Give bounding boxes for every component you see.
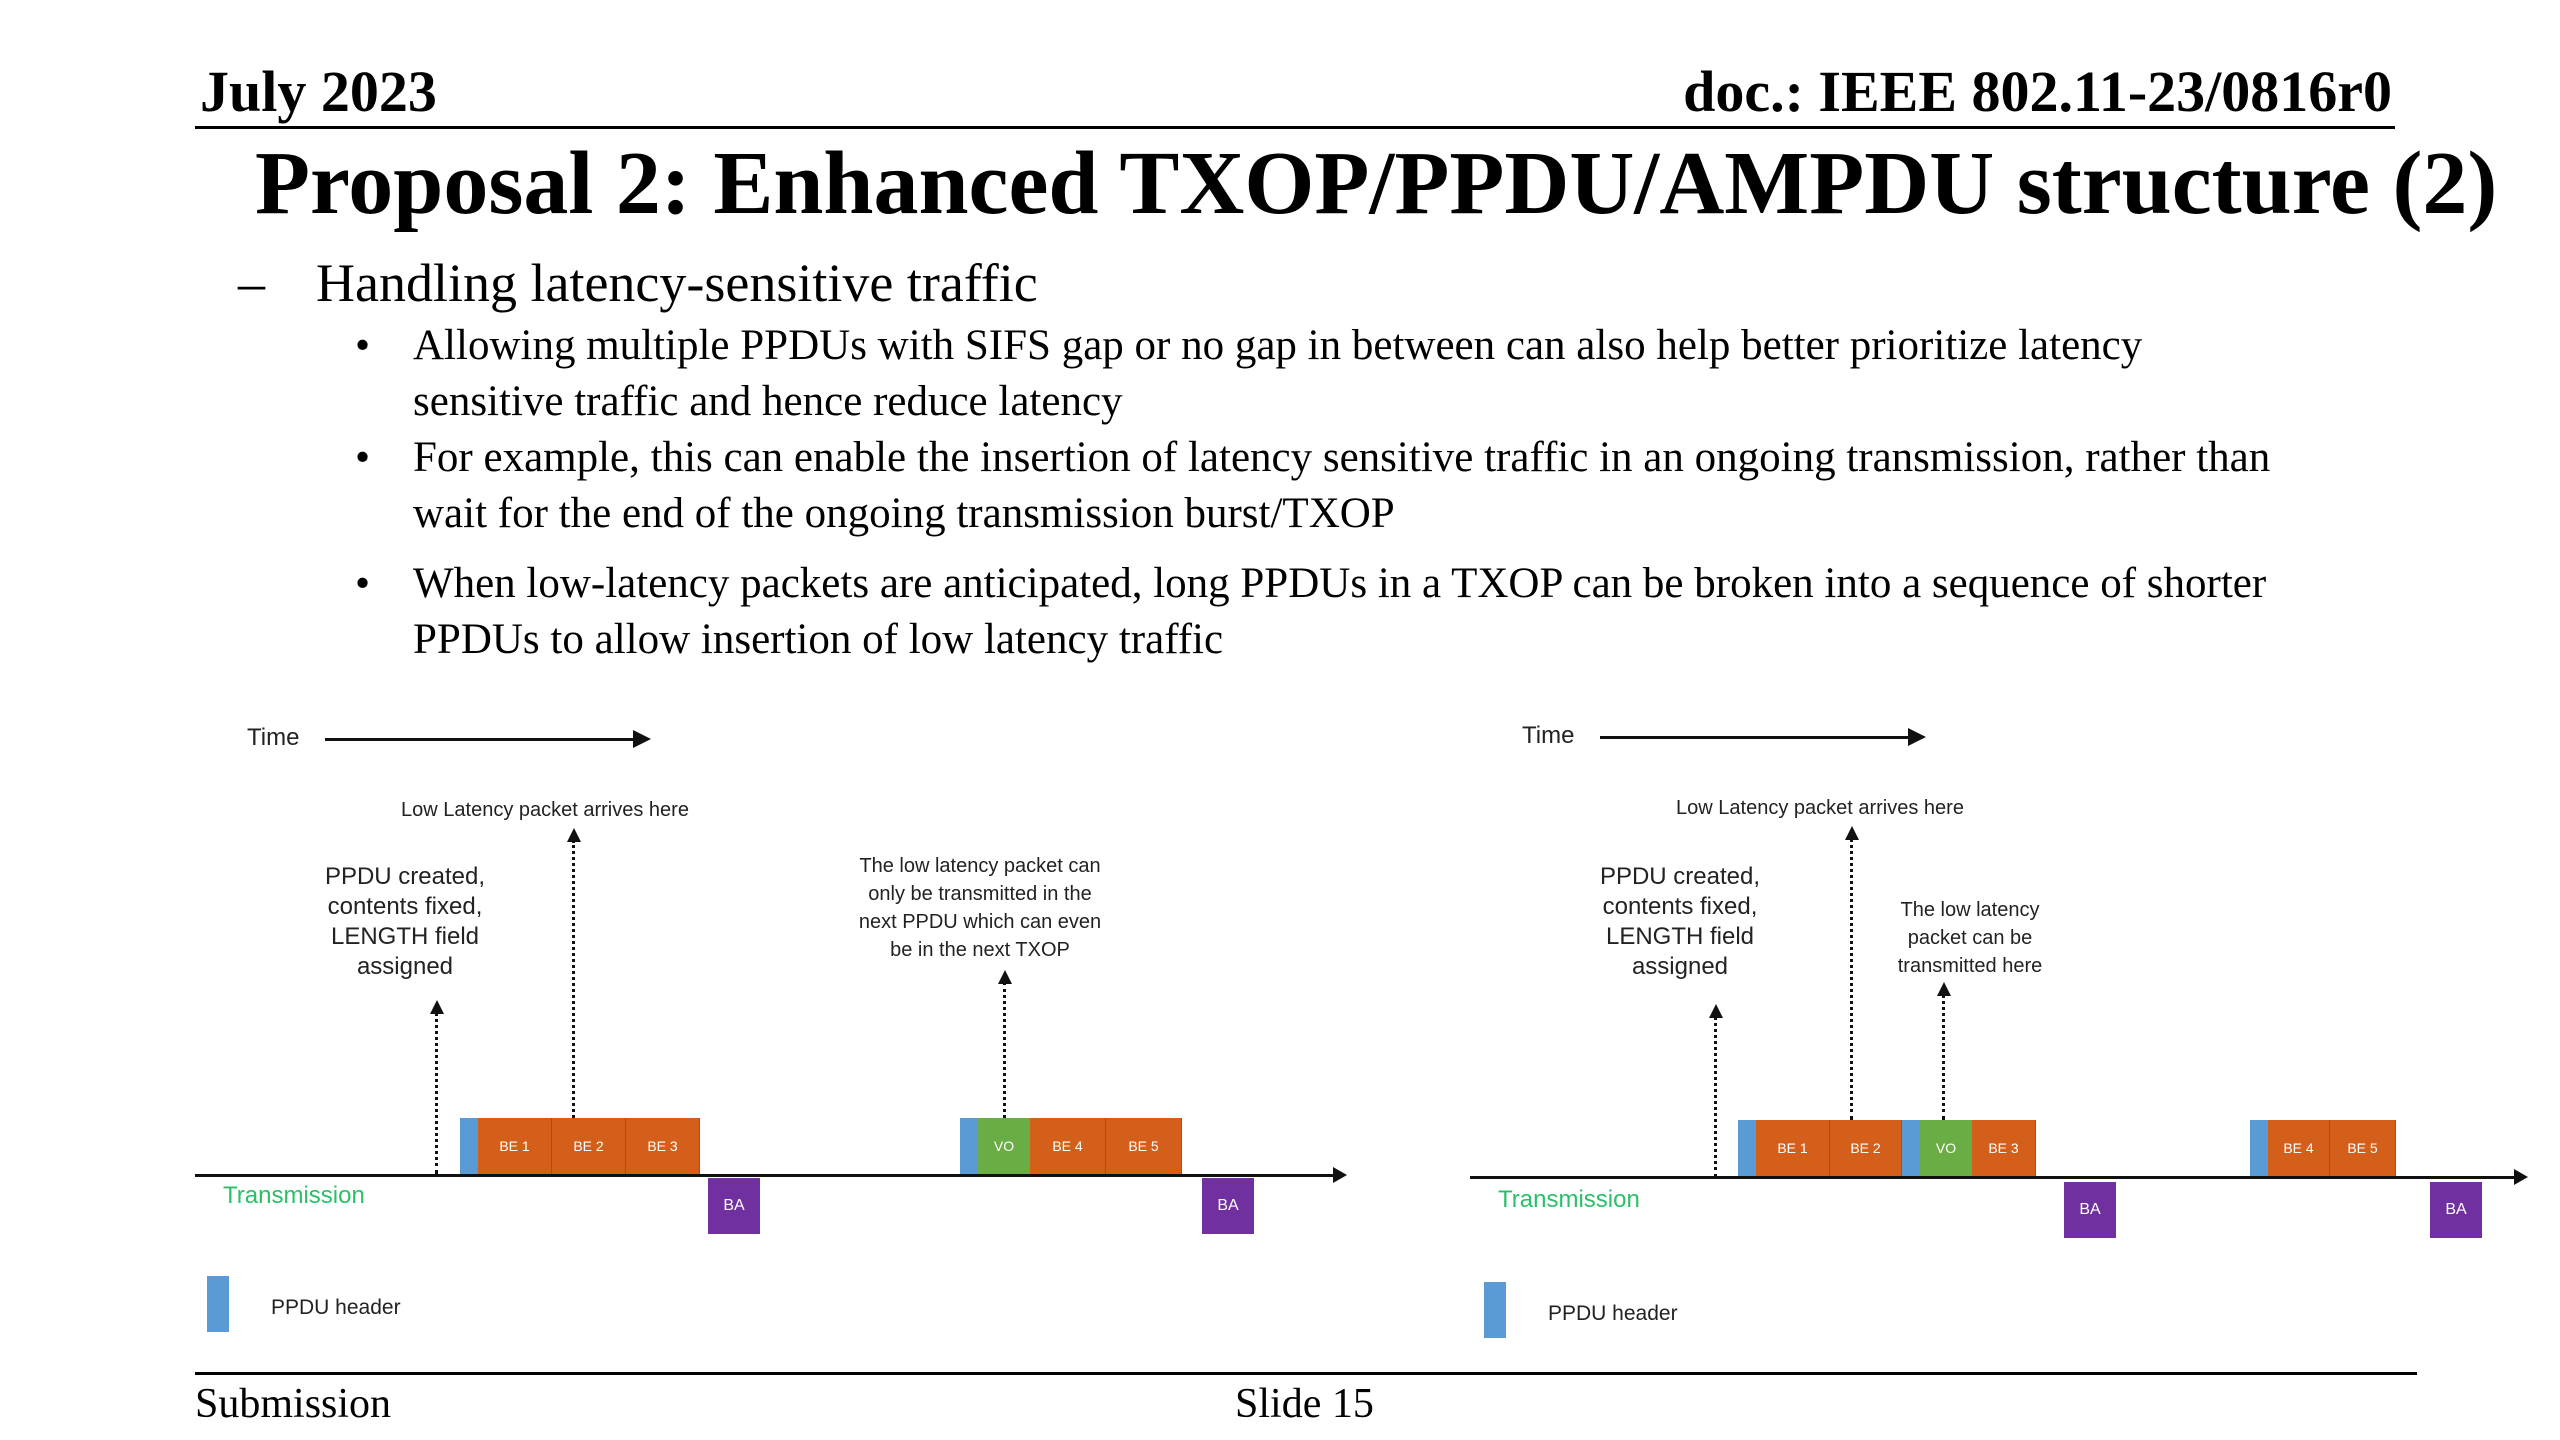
right-ppdu1-header	[1738, 1120, 1756, 1176]
right-note-dotted-line	[1942, 994, 1945, 1120]
left-note-dotted-line	[1003, 982, 1006, 1118]
bullet-3	[355, 556, 2493, 668]
right-created-line-2: contents fixed,	[1602, 893, 1758, 920]
right-ppdu3-header	[2250, 1120, 2268, 1176]
left-ba-2: BA	[1202, 1178, 1254, 1234]
right-block-be2: BE 2	[1830, 1120, 1902, 1176]
bullet-3-line1: When low-latency packets are anticipated, long PPDUs in a TXOP can be broken into a sequence of shorter	[413, 560, 2267, 607]
diagram-left	[195, 700, 1475, 1360]
left-created-line-2: contents fixed,	[327, 893, 483, 920]
footer-slide-number: Slide 15	[1235, 1381, 1374, 1427]
bullet-2	[355, 430, 2493, 542]
left-time-label: Time	[247, 724, 300, 751]
bullet-2-line2: wait for the end of the ongoing transmission burst/TXOP	[413, 490, 1395, 537]
left-note-line-2: only be transmitted in the	[868, 883, 1092, 905]
left-block-be1: BE 1	[478, 1118, 552, 1174]
right-arrives-arrowhead	[1845, 826, 1859, 840]
bullet-1-line2: sensitive traffic and hence reduce latency	[413, 378, 1123, 425]
left-created-dotted-line	[435, 1012, 438, 1174]
left-created-line-1: PPDU created,	[324, 863, 486, 890]
bullet-3-glyph: •	[355, 560, 371, 607]
footer-submission: Submission	[195, 1381, 392, 1427]
left-time-arrow-line	[325, 738, 635, 741]
left-time-arrowhead	[633, 730, 651, 748]
bullet-2-glyph: •	[355, 434, 371, 481]
left-transmission-axis	[195, 1174, 1335, 1177]
header-date: July 2023	[200, 59, 437, 124]
right-arrives-label: Low Latency packet arrives here	[1676, 797, 1964, 819]
right-note-line-1: The low latency	[1900, 899, 2040, 921]
left-block-be3: BE 3	[626, 1118, 700, 1174]
left-arrives-label: Low Latency packet arrives here	[401, 799, 689, 821]
right-legend-label: PPDU header	[1548, 1302, 1678, 1325]
left-created-label	[305, 862, 505, 982]
right-created-arrowhead	[1709, 1004, 1723, 1018]
right-transmission-axis	[1470, 1176, 2516, 1179]
right-transmission-arrowhead	[2514, 1169, 2528, 1185]
left-created-arrowhead	[430, 1000, 444, 1014]
left-arrives-arrowhead	[567, 828, 581, 842]
diagram-right	[1470, 700, 2560, 1360]
bullet-1	[355, 318, 2493, 430]
left-note-label	[815, 852, 1145, 964]
right-created-dotted-line	[1714, 1016, 1717, 1178]
left-transmission-label: Transmission	[223, 1182, 365, 1209]
right-ppdu2-header	[1902, 1120, 1920, 1176]
left-note-line-4: be in the next TXOP	[890, 939, 1070, 961]
left-block-be2: BE 2	[552, 1118, 626, 1174]
left-note-line-3: next PPDU which can even	[858, 911, 1102, 933]
right-time-label: Time	[1522, 722, 1575, 749]
right-note-line-2: packet can be	[1907, 927, 2033, 949]
left-arrives-dotted-line	[572, 840, 575, 1118]
right-transmission-label: Transmission	[1498, 1186, 1640, 1213]
level1-item	[238, 252, 1038, 314]
left-created-line-4: assigned	[356, 953, 454, 980]
right-block-be3: BE 3	[1972, 1120, 2036, 1176]
bullet-3-line2: PPDUs to allow insertion of low latency traffic	[413, 616, 1224, 663]
left-block-vo: VO	[978, 1118, 1030, 1174]
right-note-label	[1870, 896, 2070, 980]
footer-divider	[195, 1372, 2417, 1375]
right-created-line-4: assigned	[1631, 953, 1729, 980]
right-block-be4: BE 4	[2268, 1120, 2330, 1176]
right-note-arrowhead	[1937, 982, 1951, 996]
right-block-be5: BE 5	[2330, 1120, 2396, 1176]
bullet-1-glyph: •	[355, 322, 371, 369]
right-note-line-3: transmitted here	[1897, 955, 2043, 977]
right-block-be1: BE 1	[1756, 1120, 1830, 1176]
right-ba-1: BA	[2064, 1182, 2116, 1238]
right-arrives-dotted-line	[1850, 838, 1853, 1120]
left-ppdu2-header	[960, 1118, 978, 1174]
right-created-line-3: LENGTH field	[1605, 923, 1755, 950]
right-legend-swatch	[1484, 1282, 1506, 1338]
left-created-line-3: LENGTH field	[330, 923, 480, 950]
level1-text: Handling latency-sensitive traffic	[316, 253, 1038, 313]
right-created-label	[1580, 862, 1780, 982]
left-note-line-1: The low latency packet can	[859, 855, 1101, 877]
left-block-be4: BE 4	[1030, 1118, 1106, 1174]
bullet-1-line1: Allowing multiple PPDUs with SIFS gap or no gap in between can also help better prioritize latency	[413, 322, 2143, 369]
level1-dash: –	[238, 253, 265, 313]
left-legend-swatch	[207, 1276, 229, 1332]
right-ba-2: BA	[2430, 1182, 2482, 1238]
right-created-line-1: PPDU created,	[1599, 863, 1761, 890]
left-legend-label: PPDU header	[271, 1296, 401, 1319]
bullet-2-line1: For example, this can enable the insertion of latency sensitive traffic in an ongoing transmission, rather than	[413, 434, 2271, 481]
left-ba-1: BA	[708, 1178, 760, 1234]
header-divider	[195, 126, 2395, 129]
right-block-vo: VO	[1920, 1120, 1972, 1176]
right-time-arrow-line	[1600, 736, 1910, 739]
left-block-be5: BE 5	[1106, 1118, 1182, 1174]
left-note-arrowhead	[998, 970, 1012, 984]
left-transmission-arrowhead	[1333, 1167, 1347, 1183]
header-doc-id: doc.: IEEE 802.11-23/0816r0	[1683, 59, 2392, 124]
right-time-arrowhead	[1908, 728, 1926, 746]
slide-title: Proposal 2: Enhanced TXOP/PPDU/AMPDU structure (2)	[255, 134, 2498, 233]
left-ppdu1-header	[460, 1118, 478, 1174]
